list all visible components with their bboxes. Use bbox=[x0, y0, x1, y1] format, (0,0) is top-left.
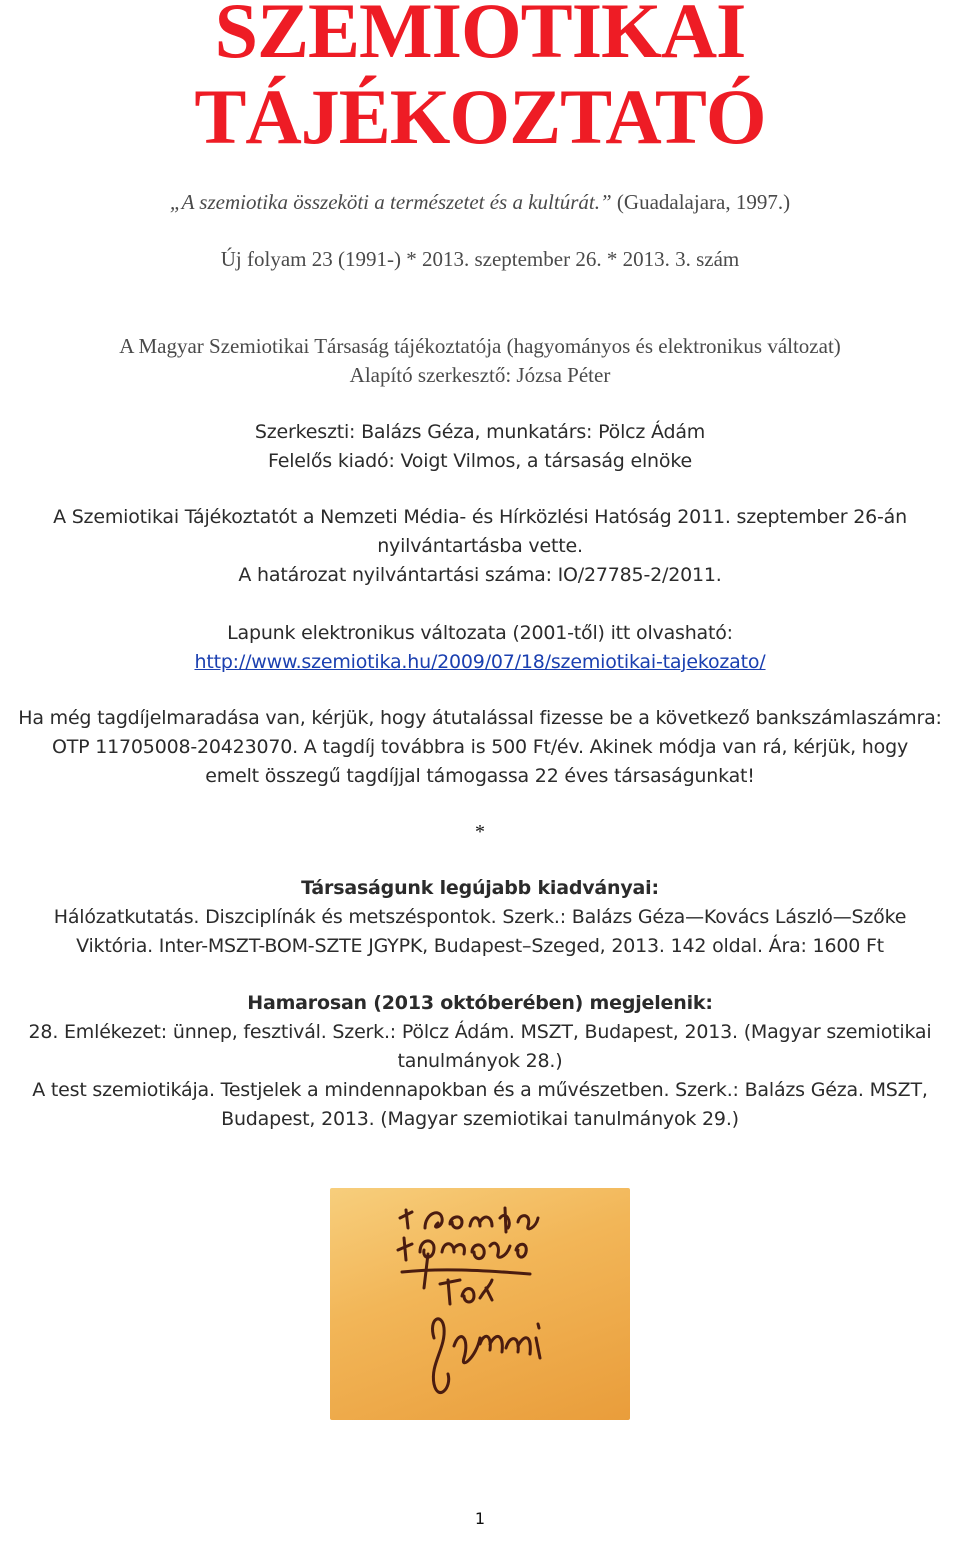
title-line-1: SZEMIOTIKAI bbox=[214, 0, 746, 74]
masthead-line-3: Szerkeszti: Balázs Géza, munkatárs: Pölcz Ádám bbox=[254, 421, 706, 443]
motto bbox=[0, 188, 960, 216]
upcoming-item1-line-1: 28. Emlékezet: ünnep, fesztivál. Szerk.: Pölcz Ádám. MSZT, Budapest, 2013. (Magyar szemiotikai bbox=[28, 1021, 932, 1043]
page-number: 1 bbox=[474, 1509, 486, 1528]
signature-logo bbox=[330, 1188, 630, 1420]
upcoming-item2-line-2: Budapest, 2013. (Magyar szemiotikai tanulmányok 29.) bbox=[221, 1108, 739, 1130]
motto-quote: „A szemiotika összeköti a természetet és a kultúrát.” bbox=[169, 190, 612, 214]
membership-line-2: OTP 11705008-20423070. A tagdíj továbbra is 500 Ft/év. Akinek módja van rá, kérjük, hogy bbox=[52, 736, 908, 758]
motto-source: (Guadalajara, 1997.) bbox=[616, 190, 791, 214]
online-link-row bbox=[0, 648, 960, 676]
latest-line-1: Hálózatkutatás. Diszciplínák és metszéspontok. Szerk.: Balázs Géza—Kovács László—Szőke bbox=[53, 906, 907, 928]
membership-line-1: Ha még tagdíjelmaradása van, kérjük, hogy átutalással fizesse be a következő bankszámlaszámra: bbox=[18, 707, 942, 729]
separator-star: * bbox=[475, 821, 485, 843]
online-text: Lapunk elektronikus változata (2001-től) itt olvasható: bbox=[227, 622, 733, 644]
registration-line-3: A határozat nyilvántartási száma: IO/27785-2/2011. bbox=[238, 564, 722, 586]
upcoming-item1-line-2: tanulmányok 28.) bbox=[397, 1050, 563, 1072]
upcoming-item2-line-1: A test szemiotikája. Testjelek a mindennapokban és a művészetben. Szerk.: Balázs Géza. MSZT, bbox=[32, 1079, 928, 1101]
masthead-line-4: Felelős kiadó: Voigt Vilmos, a társaság elnöke bbox=[268, 450, 692, 472]
masthead-line-2: Alapító szerkesztő: Józsa Péter bbox=[349, 363, 611, 387]
masthead-line-1: A Magyar Szemiotikai Társaság tájékoztatója (hagyományos és elektronikus változat) bbox=[119, 334, 841, 358]
membership-line-3: emelt összegű tagdíjjal támogassa 22 éves társaságunkat! bbox=[205, 765, 755, 787]
latest-line-2: Viktória. Inter-MSZT-BOM-SZTE JGYPK, Budapest–Szeged, 2013. 142 oldal. Ára: 1600 Ft bbox=[76, 935, 884, 957]
registration-line-2: nyilvántartásba vette. bbox=[377, 535, 583, 557]
upcoming-heading: Hamarosan (2013 októberében) megjelenik: bbox=[247, 992, 713, 1014]
registration-line-1: A Szemiotikai Tájékoztatót a Nemzeti Média- és Hírközlési Hatóság 2011. szeptember 26-án bbox=[53, 506, 907, 528]
issue-line: Új folyam 23 (1991-) * 2013. szeptember 26. * 2013. 3. szám bbox=[220, 247, 740, 271]
latest-heading: Társaságunk legújabb kiadványai: bbox=[301, 877, 659, 899]
online-link[interactable]: http://www.szemiotika.hu/2009/07/18/szemiotikai-tajekozato/ bbox=[194, 651, 766, 673]
handwritten-signature-icon bbox=[330, 1188, 630, 1420]
title-line-2: TÁJÉKOZTATÓ bbox=[194, 73, 766, 160]
